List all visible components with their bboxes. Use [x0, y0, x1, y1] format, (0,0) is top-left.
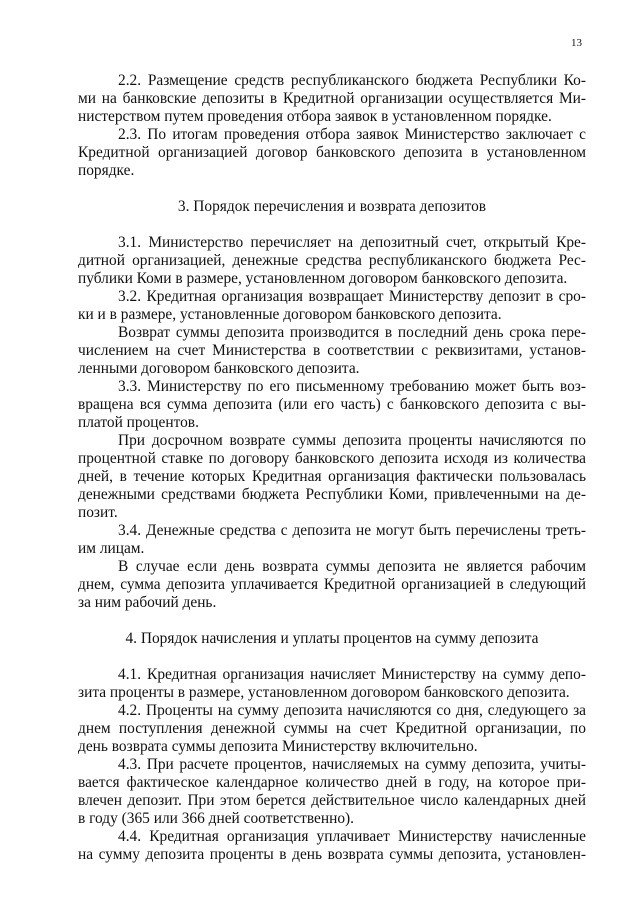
text-line: в году (365 или 366 дней соответственно). — [78, 810, 355, 827]
text-line: 4.3. При расчете процентов, начисляемых на сумму депозита, учиты- — [118, 756, 586, 773]
spacer — [78, 216, 586, 234]
paragraph — [78, 702, 586, 756]
text-line: день возврата суммы депозита Министерству включительно. — [78, 738, 478, 755]
paragraph — [78, 324, 586, 378]
paragraph — [78, 234, 586, 288]
paragraph — [78, 558, 586, 612]
spacer — [78, 180, 586, 198]
text-line: денежными средствами бюджета Республики Коми, привлеченными на де- — [78, 486, 586, 503]
paragraph — [78, 522, 586, 558]
text-line: влечен депозит. При этом берется действительное число календарных дней — [78, 792, 586, 809]
paragraph — [78, 288, 586, 324]
text-line: числением на счет Министерства в соответствии с реквизитами, установ- — [78, 342, 586, 359]
paragraph — [78, 432, 586, 522]
text-line: 3.4. Денежные средства с депозита не могут быть перечислены треть- — [118, 522, 586, 539]
text-line: 3.3. Министерству по его письменному требованию может быть воз- — [118, 378, 586, 395]
text-line: Кредитной организацией договор банковского депозита в установленном — [78, 144, 586, 161]
text-line: дней, в течение которых Кредитная организация фактически пользовалась — [78, 468, 586, 485]
text-line: 3.2. Кредитная организация возвращает Министерству депозит в сро- — [118, 288, 586, 305]
paragraph — [78, 72, 586, 126]
spacer — [78, 612, 586, 630]
text-line: вается фактическое календарное количество дней в году, на которое при- — [78, 774, 586, 791]
text-line: публики Коми в размере, установленном договором банковского депозита. — [78, 270, 568, 287]
text-line: 3.1. Министерство перечисляет на депозитный счет, открытый Кре- — [118, 234, 586, 251]
text-line: 4.4. Кредитная организация уплачивает Министерству начисленные — [118, 828, 586, 845]
text-line: за ним рабочий день. — [78, 594, 217, 611]
text-line: днем, сумма депозита уплачивается Кредитной организацией в следующий — [78, 576, 586, 593]
text-line: порядке. — [78, 162, 135, 179]
spacer — [78, 648, 586, 666]
paragraph — [78, 378, 586, 432]
text-line: 4.1. Кредитная организация начисляет Министерству на сумму депо- — [118, 666, 586, 683]
section-heading: 4. Порядок начисления и уплаты процентов на сумму депозита — [125, 630, 539, 647]
text-line: При досрочном возврате суммы депозита проценты начисляются по — [118, 432, 586, 449]
text-line: ми на банковские депозиты в Кредитной организации осуществляется Ми- — [78, 90, 586, 107]
page-number: 13 — [571, 37, 582, 49]
section-heading: 3. Порядок перечисления и возврата депозитов — [177, 198, 487, 215]
paragraph — [78, 126, 586, 180]
text-line: процентной ставке по договору банковского депозита исходя из количества — [78, 450, 586, 467]
text-line: им лицам. — [78, 540, 145, 557]
text-line: зита проценты в размере, установленном договором банковского депозита. — [78, 684, 570, 701]
text-line: вращена вся сумма депозита (или его часть) с банковского депозита с вы- — [78, 396, 586, 413]
text-line: позит. — [78, 504, 118, 521]
text-line: днем поступления денежной суммы на счет Кредитной организации, по — [78, 720, 586, 737]
text-line: 2.3. По итогам проведения отбора заявок Министерство заключает с — [118, 126, 586, 143]
text-line: ленными договором банковского депозита. — [78, 360, 360, 377]
paragraph — [78, 666, 586, 702]
document-body — [78, 72, 586, 864]
text-line: 2.2. Размещение средств республиканского бюджета Республики Ко- — [118, 72, 586, 89]
text-line: нистерством путем проведения отбора заявок в установленном порядке. — [78, 108, 552, 125]
text-line: на сумму депозита проценты в день возврата суммы депозита, установлен- — [78, 846, 586, 863]
paragraph — [78, 756, 586, 828]
paragraph — [78, 828, 586, 864]
text-line: 4.2. Проценты на сумму депозита начисляются со дня, следующего за — [118, 702, 586, 719]
text-line: ки и в размере, установленные договором банковского депозита. — [78, 306, 502, 323]
text-line: дитной организацией, денежные средства республиканского бюджета Рес- — [78, 252, 586, 269]
text-line: В случае если день возврата суммы депозита не является рабочим — [118, 558, 586, 575]
text-line: платой процентов. — [78, 414, 199, 431]
text-line: Возврат суммы депозита производится в последний день срока пере- — [118, 324, 586, 341]
